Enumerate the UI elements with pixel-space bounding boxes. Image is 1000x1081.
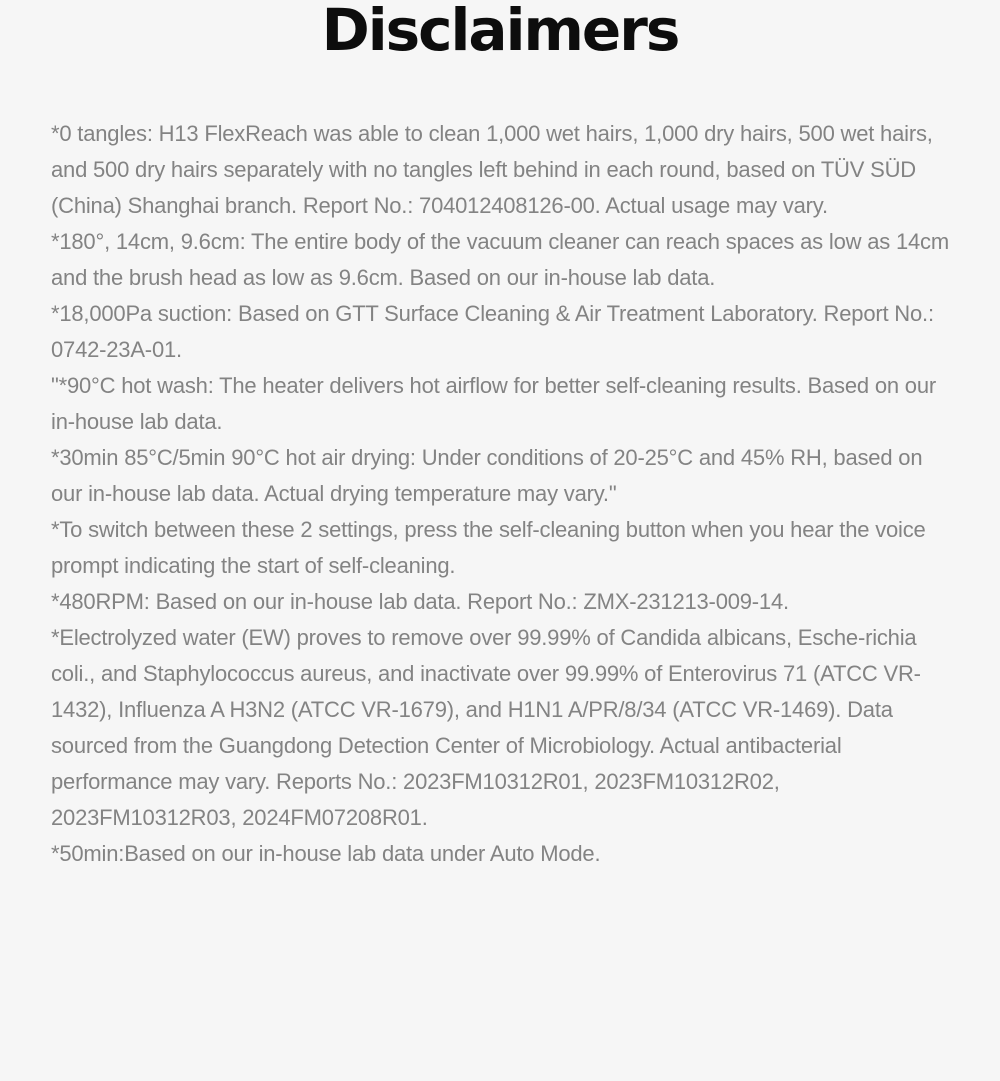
disclaimer-reach: *180°, 14cm, 9.6cm: The entire body of the vacuum cleaner can reach spaces as low as 14cm and the brush head as low as 9.6cm. Based on our in-house lab data. [51,229,949,290]
disclaimer-hot-wash: "*90°C hot wash: The heater delivers hot airflow for better self-cleaning results. Based on our in-house lab data. [51,373,937,434]
disclaimer-runtime: *50min:Based on our in-house lab data under Auto Mode. [51,841,601,866]
disclaimer-list [51,116,951,872]
disclaimer-electrolyzed-water: *Electrolyzed water (EW) proves to remove over 99.99% of Candida albicans, Esche-richia coli., and Staphylococcus aureus, and inactivate over 99.99% of Enterovirus 71 (ATCC VR-1432), Influenza A H3N2 (ATCC VR-1679), and H1N1 A/PR/8/34 (ATCC VR-1469). Data sourced from the Guangdong Detection Center of Microbiology. Actual antibacterial performance may vary. Reports No.: 2023FM10312R01, 2023FM10312R02, 2023FM10312R03, 2024FM07208R01. [51,625,921,830]
disclaimer-rpm: *480RPM: Based on our in-house lab data. Report No.: ZMX-231213-009-14. [51,589,789,614]
disclaimer-settings-switch: *To switch between these 2 settings, press the self-cleaning button when you hear the voice prompt indicating the start of self-cleaning. [51,517,926,578]
page-title: Disclaimers [321,0,679,64]
disclaimer-suction: *18,000Pa suction: Based on GTT Surface Cleaning & Air Treatment Laboratory. Report No.: 0742-23A-01. [51,301,934,362]
disclaimer-hot-air-drying: *30min 85°C/5min 90°C hot air drying: Under conditions of 20-25°C and 45% RH, based on our in-house lab data. Actual drying temperature may vary." [51,445,923,506]
disclaimer-zero-tangles: *0 tangles: H13 FlexReach was able to clean 1,000 wet hairs, 1,000 dry hairs, 500 wet hairs, and 500 dry hairs separately with no tangles left behind in each round, based on TÜV SÜD (China) Shanghai branch. Report No.: 704012408126-00. Actual usage may vary. [51,121,933,218]
